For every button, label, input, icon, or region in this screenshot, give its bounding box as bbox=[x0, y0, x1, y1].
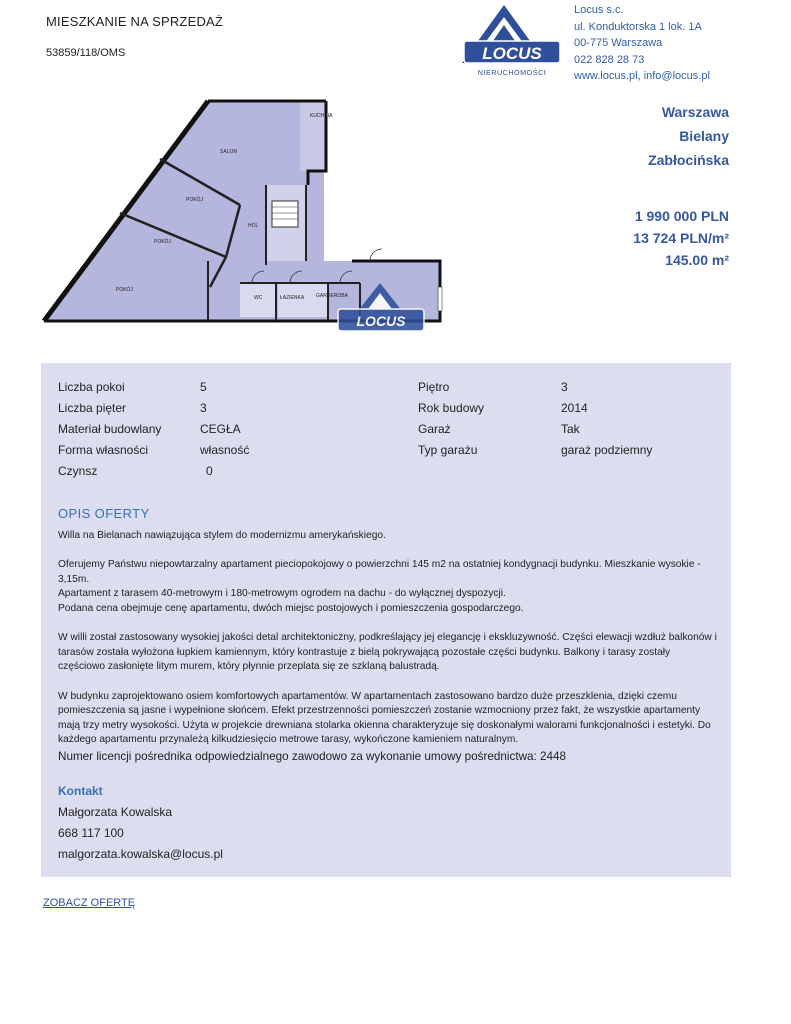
floor-plan-image bbox=[40, 97, 448, 337]
room-label: SALON bbox=[220, 149, 237, 155]
detail-value: CEGŁA bbox=[200, 422, 241, 436]
room-label: POKÓJ bbox=[154, 239, 171, 245]
company-contact bbox=[574, 2, 710, 85]
detail-value: garaż podziemny bbox=[561, 443, 653, 457]
description-text bbox=[58, 529, 718, 763]
company-web[interactable]: www.locus.pl, info@locus.pl bbox=[574, 70, 710, 82]
detail-label: Typ garażu bbox=[418, 443, 478, 457]
room-label: GARDEROBA bbox=[316, 293, 348, 299]
contact-name: Małgorzata Kowalska bbox=[58, 805, 173, 819]
offer-reference: 53859/118/OMS bbox=[46, 47, 126, 59]
svg-text:LOCUS: LOCUS bbox=[356, 313, 406, 329]
page-title: MIESZKANIE NA SPRZEDAŻ bbox=[46, 14, 224, 29]
description-paragraph: Oferujemy Państwu niepowtarzalny apartament pieciopokojowy o powierzchni 145 m2 na ostatniej kondygnacji budynku. Mieszkanie wysokie - 3,15m. Apartament z tarasem 40-metrowym i 180-metrowym ogrodem na dachu - do wyłącznej dyspozycji. Podana cena obejmuje cenę apartamentu, dwóch miejsc postojowych i pomieszczenia gospodarczego. bbox=[58, 559, 701, 614]
location-city: Warszawa bbox=[661, 104, 729, 120]
location-district: Bielany bbox=[679, 128, 729, 144]
detail-value: 0 bbox=[206, 464, 213, 478]
description-heading: OPIS OFERTY bbox=[58, 506, 150, 521]
room-label: WC bbox=[254, 295, 263, 301]
detail-label: Forma własności bbox=[58, 443, 149, 457]
price-block bbox=[633, 205, 729, 271]
contact-phone: 668 117 100 bbox=[58, 826, 124, 840]
company-city: 00-775 Warszawa bbox=[574, 37, 663, 49]
detail-value: własność bbox=[200, 443, 250, 457]
contact-heading: Kontakt bbox=[58, 784, 103, 798]
description-paragraph: Willa na Bielanach nawiązująca stylem do modernizmu amerykańskiego. bbox=[58, 530, 386, 541]
description-paragraph: W budynku zaprojektowano osiem komfortowych apartamentów. W apartamentach zastosowano bardzo duże przeszklenia, dzięki czemu pomieszczenia są jasne i wypełnione słońcem. Efekt przestrzenności pomieszczeń zostanie wzmocniony przez fakt, że wszystkie apartamenty mają trzy metry wysokości. Użyta w projekcie drewniana stolarka okienna charakteryzuje się doskonałymi walorami funkcjonalności i estetyki. Do każdego apartamentu przynależą kilkudziesięcio metrowe tarasy, wykończone kamieniem naturalnym. bbox=[58, 690, 711, 746]
view-offer-link[interactable]: ZOBACZ OFERTĘ bbox=[43, 897, 136, 909]
detail-label: Rok budowy bbox=[418, 401, 485, 415]
detail-label: Piętro bbox=[418, 380, 450, 394]
detail-value: 5 bbox=[200, 380, 207, 394]
detail-value: Tak bbox=[561, 422, 580, 436]
description-paragraph: W willi został zastosowany wysokiej jakości detal architektoniczny, podkreślający jej elegancję i ekskluzywność. Części elewacji wzdłuż balkonów i tarasów została wyłożona łupkiem kamiennym, który kontrastuje z bielą pokrywającą pozostałe części budynku. Balkony i tarasy zostały częściowo zasłonięte litym murem, który płynnie przeplata się ze szklaną balustradą. bbox=[58, 632, 717, 673]
detail-value: 2014 bbox=[561, 401, 588, 415]
detail-value: 3 bbox=[561, 380, 568, 394]
detail-value: 3 bbox=[200, 401, 207, 415]
logo-tagline: NIERUCHOMOŚCI bbox=[477, 68, 547, 77]
detail-label: Materiał budowlany bbox=[58, 422, 162, 436]
logo-wordmark: LOCUS bbox=[482, 44, 542, 63]
detail-label: Liczba pokoi bbox=[58, 380, 125, 394]
room-label: HOL bbox=[248, 223, 259, 229]
locus-logo bbox=[460, 3, 564, 79]
room-label: POKÓJ bbox=[116, 287, 133, 293]
company-phone: 022 828 28 73 bbox=[574, 53, 645, 66]
price-per-m2: 13 724 PLN/m² bbox=[633, 230, 729, 246]
licence-number: Numer licencji pośrednika odpowiedzialnego zawodowo za wykonanie umowy pośrednictwa: 2448 bbox=[58, 750, 567, 763]
area: 145.00 m² bbox=[665, 252, 729, 268]
location-block bbox=[648, 100, 729, 172]
room-label: ŁAZIENKA bbox=[280, 295, 305, 301]
company-name: Locus s.c. bbox=[574, 4, 624, 16]
detail-label: Czynsz bbox=[58, 464, 98, 478]
contact-email[interactable]: malgorzata.kowalska@locus.pl bbox=[58, 847, 223, 861]
room-label: POKÓJ bbox=[186, 197, 203, 203]
location-street: Zabłocińska bbox=[648, 152, 729, 168]
room-label: KUCHNIA bbox=[310, 113, 333, 119]
detail-label: Liczba pięter bbox=[58, 401, 127, 415]
price-total: 1 990 000 PLN bbox=[634, 208, 729, 224]
company-street: ul. Konduktorska 1 lok. 1A bbox=[574, 20, 702, 33]
detail-label: Garaż bbox=[418, 422, 451, 436]
